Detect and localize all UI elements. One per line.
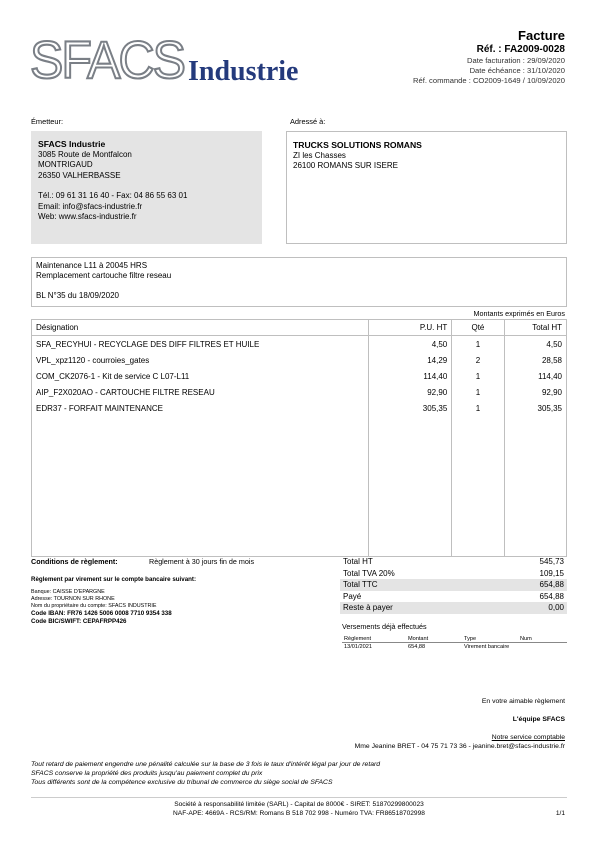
row-unit-price: 92,90	[369, 384, 452, 400]
account-owner: Nom du propriétaire du compte: SFACS INDUSTRIE	[31, 603, 157, 609]
payments-col-type: Type	[462, 635, 518, 643]
payments-made	[342, 622, 567, 650]
emitter-address-3: 26350 VALHERBASSE	[38, 170, 121, 180]
payments-col-num: Num	[518, 635, 567, 643]
legal-notes	[31, 760, 380, 787]
items-table	[31, 319, 567, 557]
table-row	[32, 400, 567, 416]
transfer-label: Règlement par virement sur le compte bancaire suivant:	[31, 576, 197, 583]
invoice-ref: Réf. : FA2009-0028	[476, 44, 565, 55]
order-ref: Réf. commande : CO2009-1649 / 10/09/2020	[413, 76, 565, 85]
logo-industrie-text: Industrie	[188, 56, 299, 87]
due-date: Date échéance : 31/10/2020	[469, 66, 565, 75]
table-row	[32, 384, 567, 400]
object-line-2: Remplacement cartouche filtre reseau	[36, 271, 172, 280]
row-designation: VPL_xpz1120 - courroies_gates	[32, 352, 369, 368]
row-quantity: 1	[452, 368, 504, 384]
payments-header-row	[342, 635, 567, 643]
legal-note: Tout retard de paiement engendre une pénalité calculée sur la base de 3 fois le taux d'intérêt légal par jour de retard	[31, 761, 381, 768]
payment-num	[518, 643, 567, 651]
payment-conditions	[31, 557, 331, 626]
signature-line-1: En votre aimable règlement	[481, 698, 565, 705]
payments-col-reglement: Règlement	[342, 635, 406, 643]
total-value: 109,15	[539, 568, 564, 578]
footer	[31, 800, 567, 818]
total-value: 545,73	[539, 557, 564, 566]
conditions-label: Conditions de règlement:	[31, 557, 118, 566]
row-quantity: 1	[452, 400, 504, 416]
payments-row	[342, 643, 567, 651]
total-label: Total TTC	[343, 580, 378, 589]
signature-block	[265, 697, 565, 751]
col-total: Total HT	[504, 320, 566, 336]
bank-name: Banque: CAISSE D'EPARGNE	[31, 589, 105, 595]
footer-line-2: NAF-APE: 4669A - RCS/RM: Romans B 518 702 998 - Numéro TVA: FR86518702998	[173, 810, 425, 817]
currency-note: Montants exprimés en Euros	[473, 309, 565, 318]
emitter-label: Émetteur:	[31, 117, 64, 126]
total-label: Total TVA 20%	[343, 568, 395, 578]
row-designation: EDR37 - FORFAIT MAINTENANCE	[32, 400, 369, 416]
totals-block	[340, 556, 567, 614]
conditions-value: Règlement à 30 jours fin de mois	[149, 557, 255, 566]
emitter-name: SFACS Industrie	[38, 139, 106, 149]
row-unit-price: 14,29	[369, 352, 452, 368]
total-value: 0,00	[548, 603, 564, 612]
footer-divider	[31, 797, 567, 798]
iban-code: Code IBAN: FR76 1426 5006 0008 7710 9354 338	[31, 610, 172, 617]
object-line-1: Maintenance L11 à 20045 HRS	[36, 261, 148, 270]
row-designation: SFA_RECYHUI - RECYCLAGE DES DIFF FILTRES ET HUILE	[32, 336, 369, 353]
row-unit-price: 4,50	[369, 336, 452, 353]
total-value: 654,88	[539, 591, 564, 601]
row-total: 28,58	[504, 352, 566, 368]
table-header-row	[32, 320, 567, 336]
legal-note: Tous différents sont de la compétence exclusive du tribunal de commerce du siège social de SFACS	[31, 779, 333, 786]
total-value: 654,88	[539, 580, 564, 589]
footer-line-1: Société à responsabilité limitée (SARL) - Capital de 8000€ - SIRET: 51870299800023	[174, 801, 424, 808]
emitter-email: Email: info@sfacs-industrie.fr	[38, 201, 143, 211]
remaining-row	[340, 602, 567, 614]
row-quantity: 1	[452, 384, 504, 400]
row-designation: AIP_F2X020AO - CARTOUCHE FILTRE RESEAU	[32, 384, 369, 400]
total-label: Reste à payer	[343, 603, 393, 612]
row-quantity: 2	[452, 352, 504, 368]
emitter-phone: Tél.: 09 61 31 16 40 - Fax: 04 86 55 63 01	[38, 191, 188, 200]
col-quantity: Qté	[452, 320, 504, 336]
payment-amount: 654,88	[408, 643, 426, 650]
total-tva-row	[340, 568, 567, 580]
legal-note: SFACS conserve la propriété des produits jusqu'au paiement complet du prix	[31, 770, 263, 777]
table-filler-row	[32, 416, 567, 557]
table-row	[32, 368, 567, 384]
col-designation: Désignation	[32, 320, 369, 336]
recipient-address-1: ZI les Chasses	[293, 150, 346, 160]
page-number: 1/1	[555, 810, 565, 817]
signature-service: Notre service comptable	[491, 734, 565, 741]
row-quantity: 1	[452, 336, 504, 353]
row-unit-price: 114,40	[369, 368, 452, 384]
bank-address: Adresse: TOURNON SUR RHONE	[31, 596, 115, 602]
row-unit-price: 305,35	[369, 400, 452, 416]
row-total: 114,40	[504, 368, 566, 384]
paid-row	[340, 591, 567, 603]
invoice-date: Date facturation : 29/09/2020	[467, 56, 565, 65]
table-row	[32, 352, 567, 368]
invoice-object-box	[31, 257, 567, 307]
signature-contact: Mme Jeanine BRET - 04 75 71 73 36 - jeanine.bret@sfacs-industrie.fr	[354, 743, 565, 750]
invoice-title: Facture	[518, 28, 565, 43]
total-ttc-row	[340, 579, 567, 591]
row-total: 305,35	[504, 400, 566, 416]
recipient-label: Adressé à:	[290, 117, 326, 126]
payments-col-montant: Montant	[406, 635, 462, 643]
invoice-header	[315, 28, 565, 86]
row-total: 4,50	[504, 336, 566, 353]
total-label: Total HT	[343, 557, 373, 566]
row-total: 92,90	[504, 384, 566, 400]
recipient-address-2: 26100 ROMANS SUR ISERE	[293, 161, 398, 170]
object-line-3: BL N°35 du 18/09/2020	[36, 291, 119, 300]
emitter-web: Web: www.sfacs-industrie.fr	[38, 212, 137, 221]
recipient-box	[286, 131, 567, 244]
col-unit-price: P.U. HT	[369, 320, 452, 336]
logo-sfacs-text: SFACS	[30, 30, 184, 90]
payments-table	[342, 635, 567, 650]
payments-title: Versements déjà effectués	[342, 622, 427, 631]
payment-type: Virement bancaire	[464, 643, 510, 650]
table-row	[32, 336, 567, 353]
company-logo	[30, 30, 320, 90]
emitter-address-2: MONTRIGAUD	[38, 160, 93, 169]
total-ht-row	[340, 556, 567, 568]
bic-code: Code BIC/SWIFT: CEPAFRPP426	[31, 618, 127, 625]
payment-date: 13/01/2021	[344, 643, 372, 650]
signature-team: L'équipe SFACS	[512, 716, 565, 723]
recipient-name: TRUCKS SOLUTIONS ROMANS	[293, 140, 422, 150]
row-designation: COM_CK2076-1 - Kit de service C L07-L11	[32, 368, 369, 384]
emitter-box	[31, 131, 262, 244]
emitter-address-1: 3085 Route de Montfalcon	[38, 149, 132, 159]
total-label: Payé	[343, 591, 362, 601]
